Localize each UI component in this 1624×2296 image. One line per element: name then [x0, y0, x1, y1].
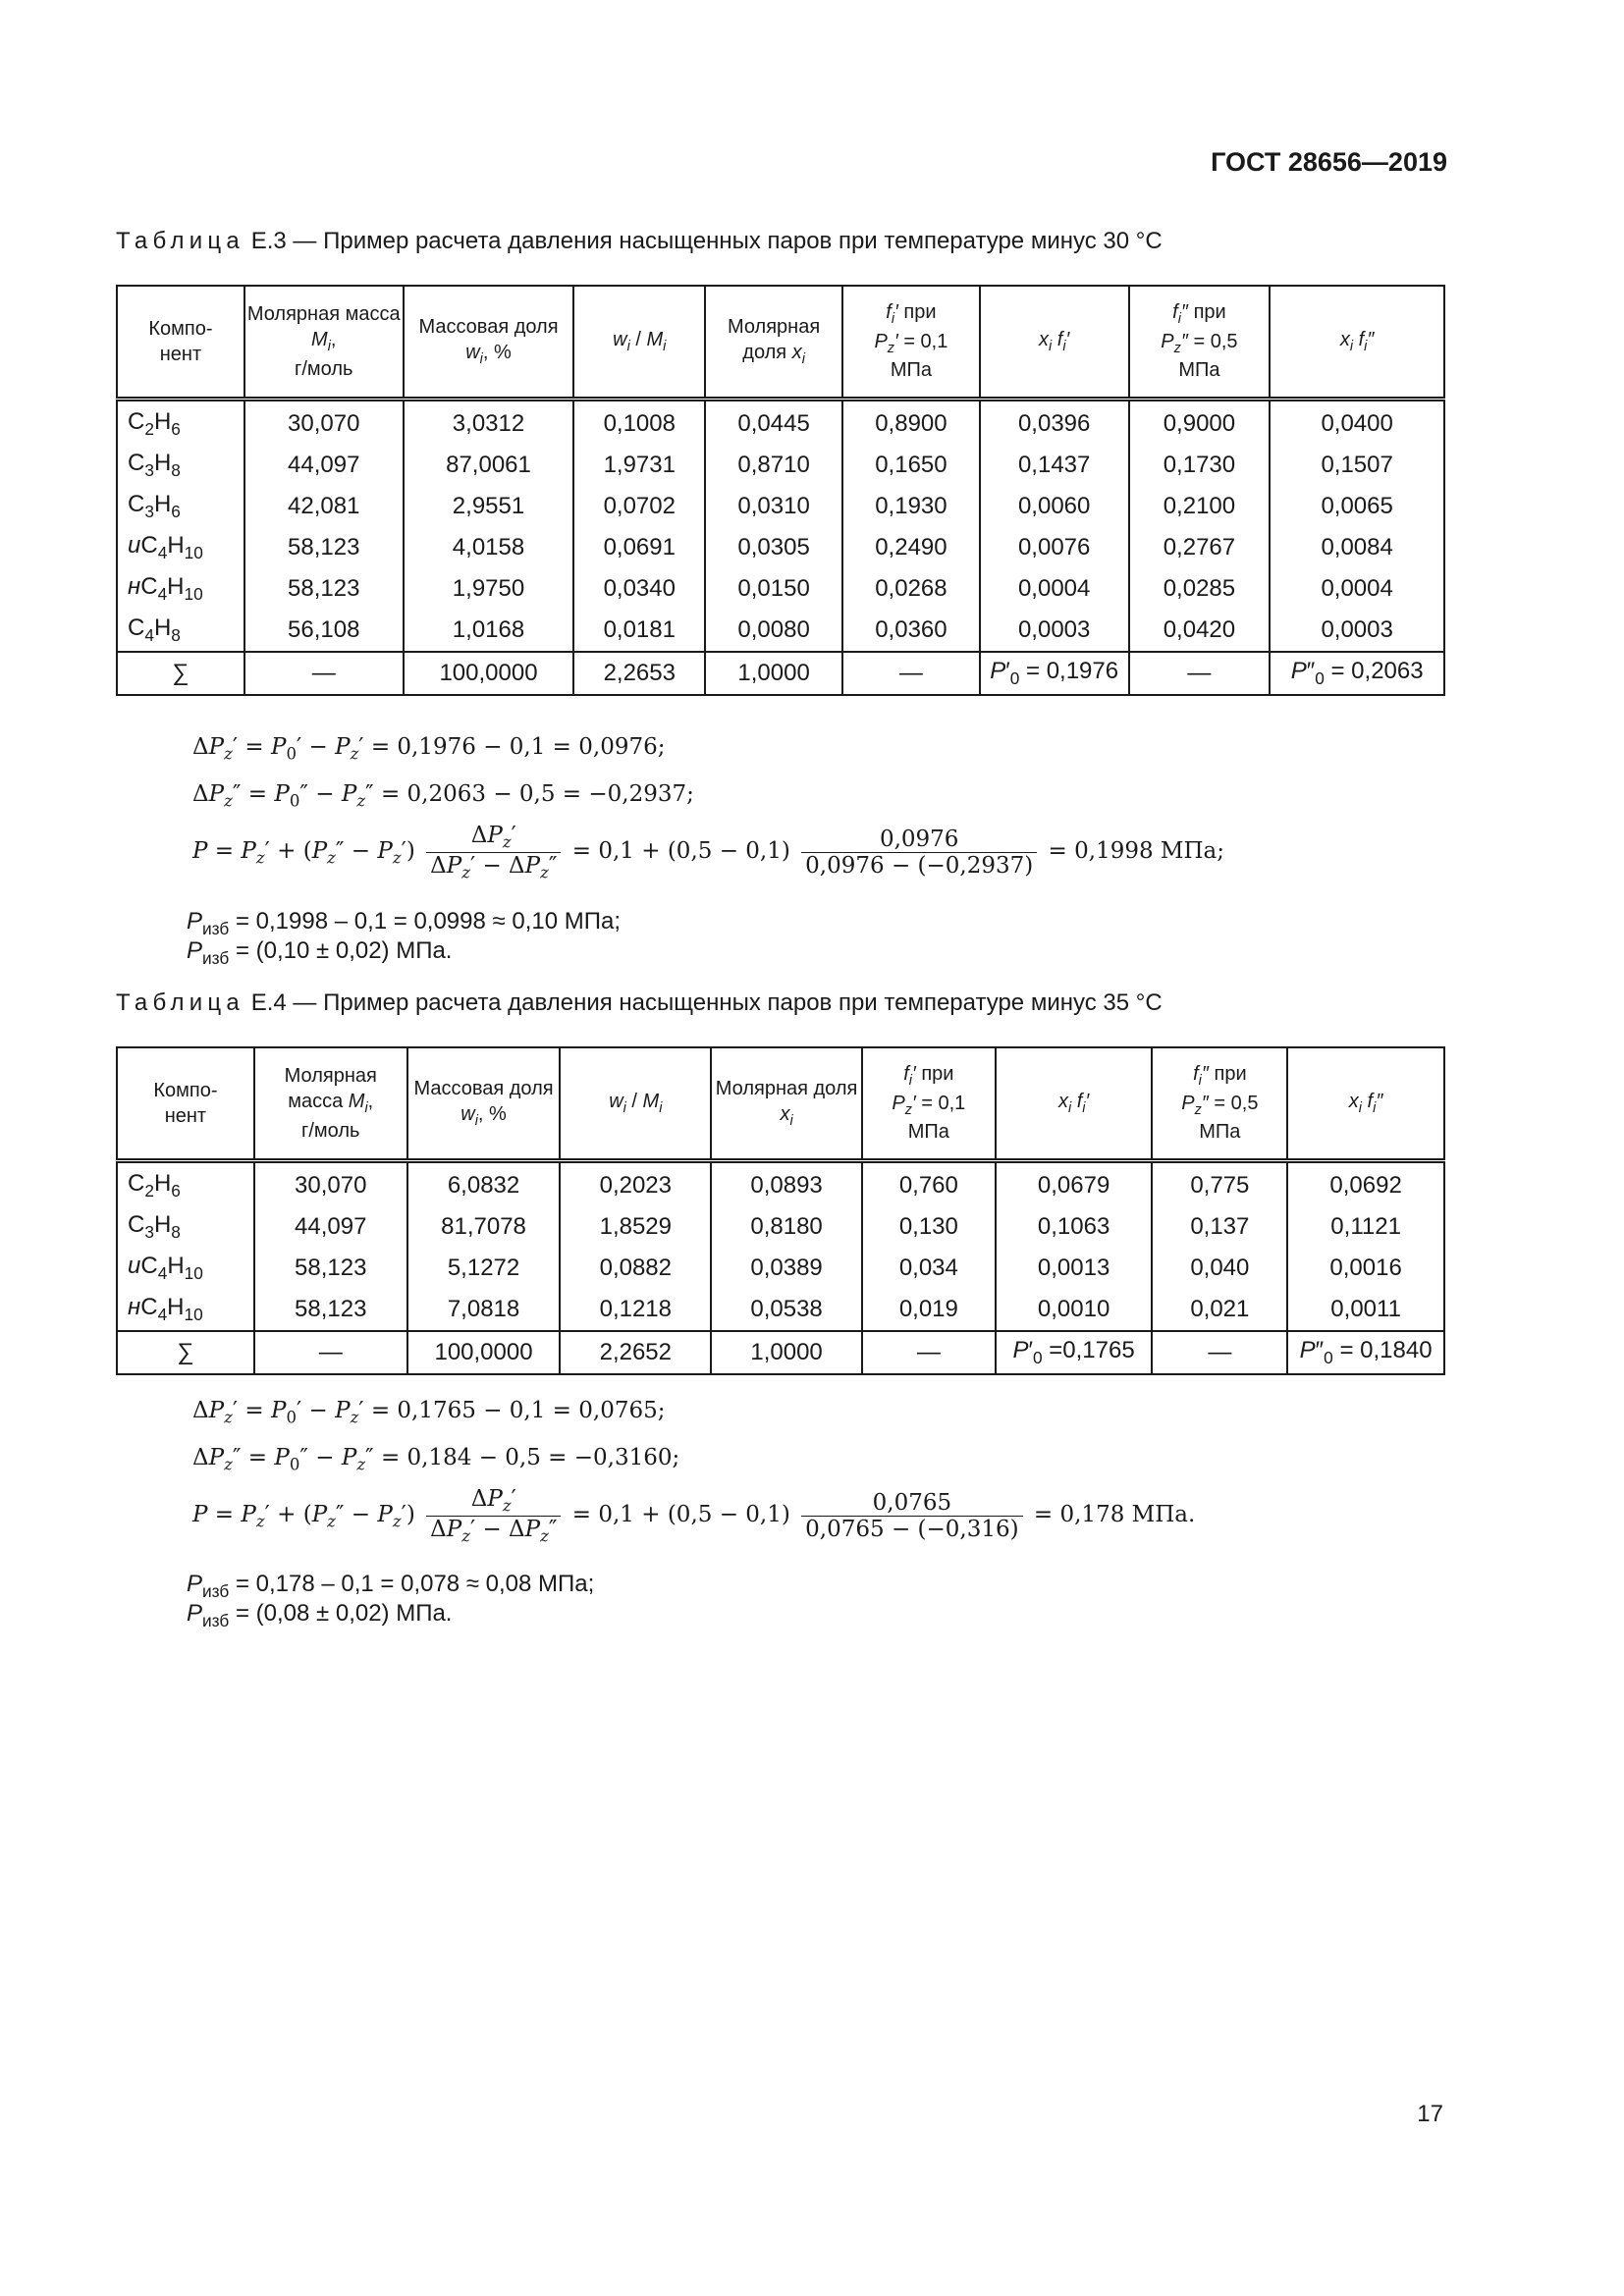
cell-w: 81,7078: [407, 1206, 561, 1248]
cell-f1: 0,130: [862, 1206, 996, 1248]
table-e4-body: [117, 1160, 1444, 1374]
table-row: [117, 1248, 1444, 1289]
sum-xf2: $P''_0 = 0,1840$: [1287, 1331, 1444, 1374]
sum-x: 1,0000: [711, 1331, 862, 1374]
sum-xf1: $P'_0 =0,1765$: [996, 1331, 1153, 1374]
sum-x: 1,0000: [705, 652, 842, 695]
component-cell: $C_3H_8$: [117, 1206, 254, 1248]
cell-f1: 0,1930: [842, 486, 980, 527]
header-xf1: $x_i$ $f_i'$: [980, 286, 1129, 399]
cell-m: 44,097: [244, 445, 404, 486]
cell-w: 1,0168: [404, 610, 574, 652]
table-e3-caption: [116, 228, 1163, 255]
cell-f2: 0,775: [1152, 1160, 1287, 1206]
cell-x: 0,0310: [705, 486, 842, 527]
table-e4-caption: Таблица Е.4 — Пример расчета давления насыщенных паров при температуре минус 35 °С: [116, 989, 1163, 1016]
component-cell: $C_4H_8$: [117, 610, 244, 652]
cell-f1: 0,2490: [842, 527, 980, 568]
table-row: [117, 527, 1444, 568]
header-f2: $f_i''$ при $P_z'' = 0,5$ МПа: [1129, 286, 1271, 399]
cell-f1: 0,034: [862, 1248, 996, 1289]
header-molar-mass: Молярная масса $M_i$, г/моль: [254, 1047, 407, 1160]
table-row: [117, 568, 1444, 610]
header-component: Компо- нент: [117, 286, 244, 399]
cell-f2: 0,021: [1152, 1289, 1287, 1331]
sum-w: 100,0000: [407, 1331, 561, 1374]
component-cell: $иC_4H_{10}$: [117, 1248, 254, 1289]
cell-xf2: 0,0400: [1270, 399, 1444, 445]
header-xf2: $x_i$ $f_i''$: [1287, 1047, 1444, 1160]
document-header: ГОСТ 28656—2019: [1211, 147, 1447, 177]
cell-w: 87,0061: [404, 445, 574, 486]
cell-xf2: 0,0084: [1270, 527, 1444, 568]
cell-xf1: 0,1063: [996, 1206, 1153, 1248]
header-f1: $f_i'$ при $P_z' = 0,1$ МПа: [862, 1047, 996, 1160]
component-cell: $нC_4H_{10}$: [117, 568, 244, 610]
cell-f1: 0,0268: [842, 568, 980, 610]
cell-m: 42,081: [244, 486, 404, 527]
sum-label: ∑: [117, 652, 244, 695]
cell-wm: 0,0181: [573, 610, 705, 652]
cell-w: 6,0832: [407, 1160, 561, 1206]
e4-pressure-formula: $P = P_z' + (P_z'' - P_z')$ $\frac{\Delta P_z'}{\Delta P_z' - \Delta P_z''}$ = 0,1 + (0,5 − 0,1) $\frac{0,0765}{0,0765 - (-0,316)}$ = 0,178 МПа.: [192, 1486, 1196, 1546]
e4-delta-p2-formula: $\Delta P_z'' = P_0'' - P_z'' = 0,184 - 0,5 = -0,3160$;: [192, 1445, 680, 1474]
cell-xf1: 0,0679: [996, 1160, 1153, 1206]
sum-f1: —: [842, 652, 980, 695]
header-ratio: $w_i / M_i$: [573, 286, 705, 399]
sum-m: —: [254, 1331, 407, 1374]
cell-f2: 0,1730: [1129, 445, 1271, 486]
table-row: [117, 1206, 1444, 1248]
header-xf1: $x_i$ $f_i'$: [996, 1047, 1153, 1160]
cell-xf1: 0,1437: [980, 445, 1129, 486]
cell-w: 4,0158: [404, 527, 574, 568]
sum-wm: 2,2652: [560, 1331, 711, 1374]
cell-wm: 0,1008: [573, 399, 705, 445]
cell-x: 0,0538: [711, 1289, 862, 1331]
cell-f1: 0,8900: [842, 399, 980, 445]
sum-xf1: $P'_0 = 0,1976$: [980, 652, 1129, 695]
cell-xf1: 0,0076: [980, 527, 1129, 568]
cell-x: 0,0893: [711, 1160, 862, 1206]
cell-w: 3,0312: [404, 399, 574, 445]
table-row: [117, 445, 1444, 486]
header-molar-share: Молярная доля $x_i$: [705, 286, 842, 399]
table-row: [117, 610, 1444, 652]
component-cell: $C_2H_6$: [117, 399, 244, 445]
cell-xf2: 0,0004: [1270, 568, 1444, 610]
cell-m: 58,123: [254, 1248, 407, 1289]
table-e3-body: [117, 399, 1444, 695]
cell-f2: 0,040: [1152, 1248, 1287, 1289]
cell-m: 58,123: [244, 568, 404, 610]
cell-f2: 0,137: [1152, 1206, 1287, 1248]
component-cell: $C_3H_8$: [117, 445, 244, 486]
cell-xf1: 0,0004: [980, 568, 1129, 610]
cell-m: 44,097: [254, 1206, 407, 1248]
sum-f2: —: [1152, 1331, 1287, 1374]
cell-f2: 0,0420: [1129, 610, 1271, 652]
sum-f2: —: [1129, 652, 1271, 695]
cell-m: 30,070: [254, 1160, 407, 1206]
cell-x: 0,0445: [705, 399, 842, 445]
sum-w: 100,0000: [404, 652, 574, 695]
e3-gauge-pressure-2: $P_{изб} = (0,10 \pm 0,02)$ МПа.: [187, 937, 453, 968]
e3-pressure-formula: $P = P_z' + (P_z'' - P_z')$ $\frac{\Delta P_z'}{\Delta P_z' - \Delta P_z''}$ = 0,1 + (0,5 − 0,1) $\frac{0,0976}{0,0976 - (-0,2937)}$ = 0,1998 МПа;: [192, 823, 1224, 882]
cell-f1: 0,760: [862, 1160, 996, 1206]
header-component: Компо- нент: [117, 1047, 254, 1160]
cell-x: 0,0150: [705, 568, 842, 610]
cell-m: 58,123: [254, 1289, 407, 1331]
sum-row: [117, 1331, 1444, 1374]
cell-wm: 0,2023: [560, 1160, 711, 1206]
cell-m: 30,070: [244, 399, 404, 445]
component-cell: $иC_4H_{10}$: [117, 527, 244, 568]
cell-f2: 0,2100: [1129, 486, 1271, 527]
cell-xf1: 0,0060: [980, 486, 1129, 527]
component-cell: $C_2H_6$: [117, 1160, 254, 1206]
table-e3: [116, 285, 1445, 696]
cell-xf2: 0,0065: [1270, 486, 1444, 527]
cell-xf2: 0,0003: [1270, 610, 1444, 652]
header-xf2: $x_i$ $f_i''$: [1270, 286, 1444, 399]
cell-x: 0,8710: [705, 445, 842, 486]
header-f1: $f_i'$ при $P_z' = 0,1$ МПа: [842, 286, 980, 399]
sum-row: [117, 652, 1444, 695]
table-row: [117, 1289, 1444, 1331]
e4-gauge-pressure-1: $P_{изб} = 0,178 - 0,1 = 0,078 \approx 0,08$ МПа;: [187, 1571, 595, 1601]
cell-w: 5,1272: [407, 1248, 561, 1289]
cell-xf1: 0,0396: [980, 399, 1129, 445]
sum-wm: 2,2653: [573, 652, 705, 695]
table-row: [117, 399, 1444, 445]
cell-f1: 0,0360: [842, 610, 980, 652]
table-e4: [116, 1046, 1445, 1375]
cell-x: 0,8180: [711, 1206, 862, 1248]
cell-f1: 0,019: [862, 1289, 996, 1331]
sum-m: —: [244, 652, 404, 695]
cell-f2: 0,9000: [1129, 399, 1271, 445]
e3-gauge-pressure-1: $P_{изб} = 0,1998 - 0,1 = 0,0998 \approx 0,10$ МПа;: [187, 908, 621, 938]
cell-x: 0,0389: [711, 1248, 862, 1289]
e4-gauge-pressure-2: $P_{изб} = (0,08 \pm 0,02)$ МПа.: [187, 1600, 453, 1630]
cell-xf2: 0,0011: [1287, 1289, 1444, 1331]
header-molar-mass: Молярная масса $M_i$, г/моль: [244, 286, 404, 399]
header-f2: $f_i''$ при $P_z'' = 0,5$ МПа: [1152, 1047, 1287, 1160]
cell-w: 7,0818: [407, 1289, 561, 1331]
cell-xf2: 0,1507: [1270, 445, 1444, 486]
cell-w: 1,9750: [404, 568, 574, 610]
cell-m: 56,108: [244, 610, 404, 652]
component-cell: $C_3H_6$: [117, 486, 244, 527]
cell-x: 0,0080: [705, 610, 842, 652]
cell-w: 2,9551: [404, 486, 574, 527]
header-mass-share: Массовая доля $w_i$, %: [404, 286, 574, 399]
header-ratio: $w_i / M_i$: [560, 1047, 711, 1160]
sum-label: ∑: [117, 1331, 254, 1374]
header-molar-share: Молярная доля $x_i$: [711, 1047, 862, 1160]
component-cell: $нC_4H_{10}$: [117, 1289, 254, 1331]
cell-xf1: 0,0003: [980, 610, 1129, 652]
cell-m: 58,123: [244, 527, 404, 568]
cell-x: 0,0305: [705, 527, 842, 568]
cell-xf1: 0,0010: [996, 1289, 1153, 1331]
table-row: [117, 486, 1444, 527]
cell-xf2: 0,0692: [1287, 1160, 1444, 1206]
cell-xf2: 0,1121: [1287, 1206, 1444, 1248]
e3-delta-p1-formula: $\Delta P_z' = P_0' - P_z' = 0,1976 - 0,1 = 0,0976$;: [192, 734, 666, 764]
cell-f2: 0,2767: [1129, 527, 1271, 568]
sum-f1: —: [862, 1331, 996, 1374]
e3-delta-p2-formula: $\Delta P_z'' = P_0'' - P_z'' = 0,2063 - 0,5 = -0,2937$;: [192, 781, 694, 811]
cell-xf1: 0,0013: [996, 1248, 1153, 1289]
cell-wm: 1,9731: [573, 445, 705, 486]
page-number: 17: [1417, 2101, 1443, 2127]
cell-wm: 0,0340: [573, 568, 705, 610]
cell-xf2: 0,0016: [1287, 1248, 1444, 1289]
cell-wm: 1,8529: [560, 1206, 711, 1248]
header-mass-share: Массовая доля $w_i$, %: [407, 1047, 561, 1160]
sum-xf2: $P''_0 = 0,2063$: [1270, 652, 1444, 695]
cell-f2: 0,0285: [1129, 568, 1271, 610]
cell-f1: 0,1650: [842, 445, 980, 486]
caption-word: Таблица: [116, 228, 245, 254]
cell-wm: 0,0702: [573, 486, 705, 527]
table-row: [117, 1160, 1444, 1206]
cell-wm: 0,1218: [560, 1289, 711, 1331]
cell-wm: 0,0691: [573, 527, 705, 568]
e4-delta-p1-formula: $\Delta P_z' = P_0' - P_z' = 0,1765 - 0,1 = 0,0765$;: [192, 1398, 666, 1427]
cell-wm: 0,0882: [560, 1248, 711, 1289]
caption-text: Е.3 — Пример расчета давления насыщенных паров при температуре минус 30 °С: [244, 228, 1163, 254]
